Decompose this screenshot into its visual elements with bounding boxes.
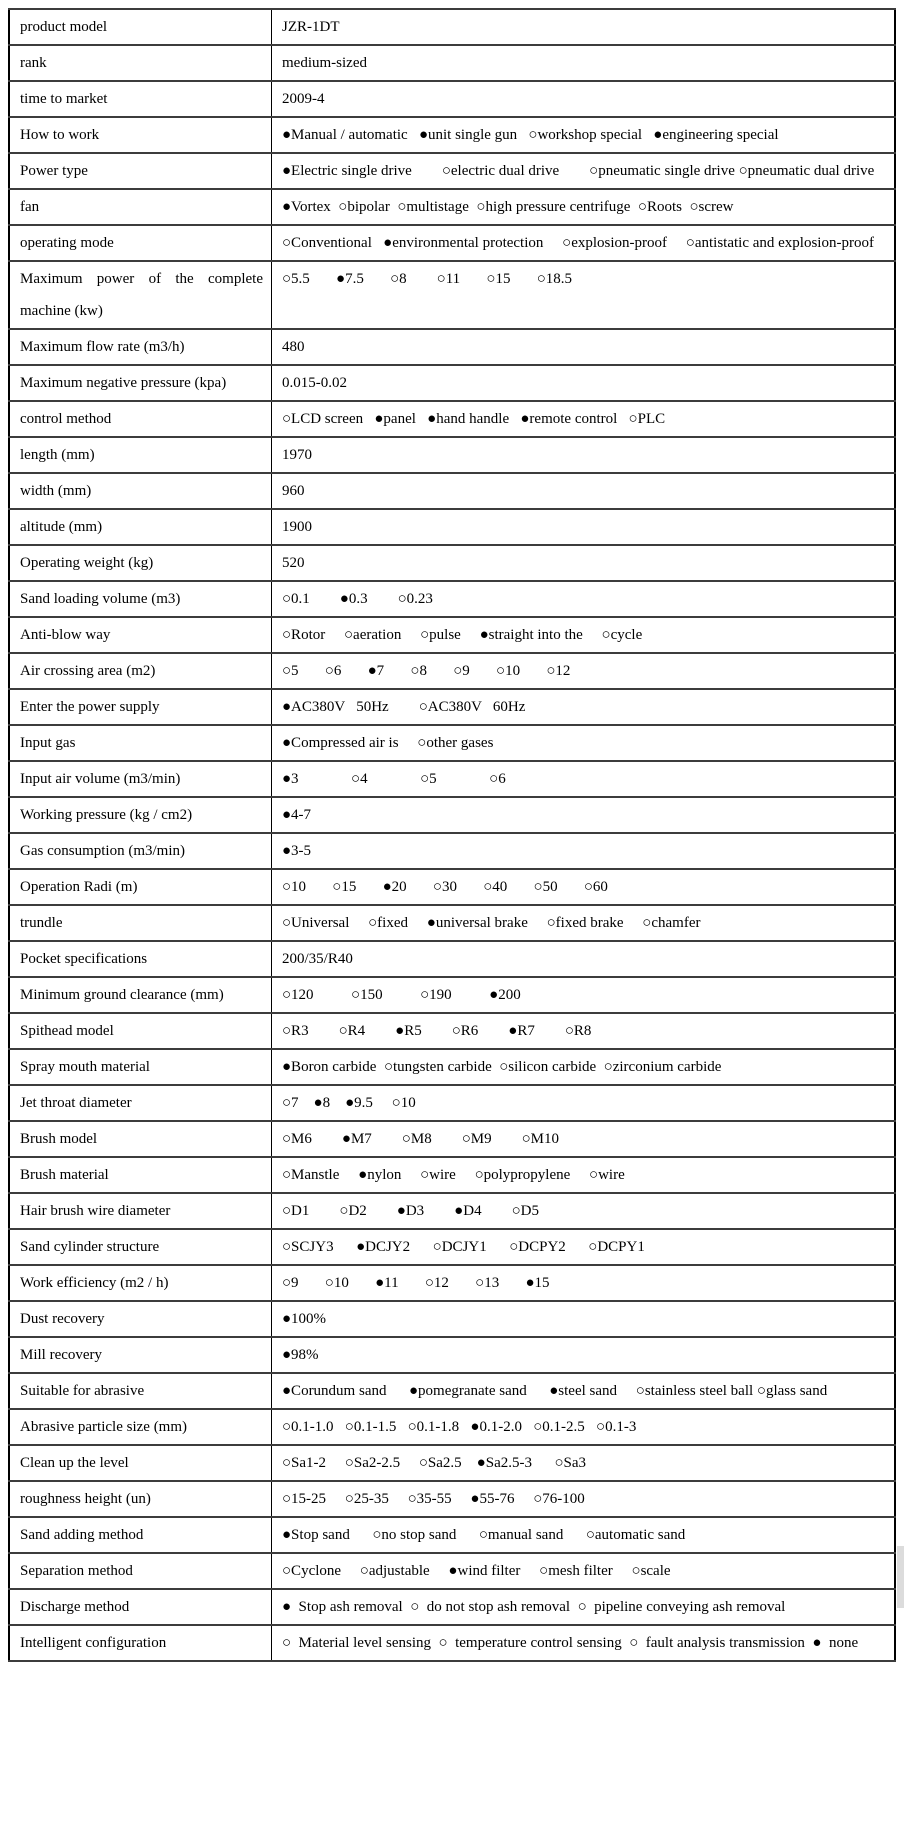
spec-label: time to market	[9, 81, 272, 117]
table-row	[9, 941, 895, 977]
table-row	[9, 725, 895, 761]
table-row	[9, 869, 895, 905]
spec-value: ○15-25 ○25-35 ○35-55 ●55-76 ○76-100	[272, 1481, 896, 1517]
table-row	[9, 1553, 895, 1589]
table-row	[9, 509, 895, 545]
spec-value: ●Compressed air is ○other gases	[272, 725, 896, 761]
spec-label: Enter the power supply	[9, 689, 272, 725]
spec-value: ○9 ○10 ●11 ○12 ○13 ●15	[272, 1265, 896, 1301]
spec-table-body	[9, 9, 895, 1661]
spec-label: Anti-blow way	[9, 617, 272, 653]
table-row	[9, 1445, 895, 1481]
spec-value: ○120 ○150 ○190 ●200	[272, 977, 896, 1013]
spec-value: ○M6 ●M7 ○M8 ○M9 ○M10	[272, 1121, 896, 1157]
spec-label: Power type	[9, 153, 272, 189]
spec-value: ●Boron carbide ○tungsten carbide ○silicon carbide ○zirconium carbide	[272, 1049, 896, 1085]
spec-value: ○5 ○6 ●7 ○8 ○9 ○10 ○12	[272, 653, 896, 689]
table-row	[9, 1301, 895, 1337]
table-row	[9, 1481, 895, 1517]
spec-label: Spithead model	[9, 1013, 272, 1049]
spec-value: ○Cyclone ○adjustable ●wind filter ○mesh filter ○scale	[272, 1553, 896, 1589]
table-row	[9, 45, 895, 81]
spec-value: ○5.5 ●7.5 ○8 ○11 ○15 ○18.5	[272, 261, 896, 329]
table-row	[9, 545, 895, 581]
spec-label: width (mm)	[9, 473, 272, 509]
table-row	[9, 1625, 895, 1661]
table-row	[9, 833, 895, 869]
table-row	[9, 905, 895, 941]
spec-value: ○R3 ○R4 ●R5 ○R6 ●R7 ○R8	[272, 1013, 896, 1049]
spec-value: 1970	[272, 437, 896, 473]
spec-label: Maximum flow rate (m3/h)	[9, 329, 272, 365]
table-row	[9, 797, 895, 833]
table-row	[9, 365, 895, 401]
table-row	[9, 117, 895, 153]
table-row	[9, 1229, 895, 1265]
spec-value: ●Manual / automatic ●unit single gun ○workshop special ●engineering special	[272, 117, 896, 153]
spec-label: Operation Radi (m)	[9, 869, 272, 905]
scrollbar-thumb[interactable]	[897, 1546, 904, 1608]
spec-label: Work efficiency (m2 / h)	[9, 1265, 272, 1301]
spec-value: ●98%	[272, 1337, 896, 1373]
spec-label: Maximum negative pressure (kpa)	[9, 365, 272, 401]
spec-value: medium-sized	[272, 45, 896, 81]
spec-value: ○0.1-1.0 ○0.1-1.5 ○0.1-1.8 ●0.1-2.0 ○0.1-2.5 ○0.1-3	[272, 1409, 896, 1445]
spec-label: product model	[9, 9, 272, 45]
spec-value: 960	[272, 473, 896, 509]
table-row	[9, 1337, 895, 1373]
spec-value: ○Sa1-2 ○Sa2-2.5 ○Sa2.5 ●Sa2.5-3 ○Sa3	[272, 1445, 896, 1481]
spec-value: ●4-7	[272, 797, 896, 833]
spec-label: roughness height (un)	[9, 1481, 272, 1517]
spec-label: Separation method	[9, 1553, 272, 1589]
spec-value: ○0.1 ●0.3 ○0.23	[272, 581, 896, 617]
spec-label: Dust recovery	[9, 1301, 272, 1337]
spec-label: Gas consumption (m3/min)	[9, 833, 272, 869]
spec-value: ○Conventional ●environmental protection ○explosion-proof ○antistatic and explosion-proof	[272, 225, 896, 261]
spec-value: 200/35/R40	[272, 941, 896, 977]
table-row	[9, 225, 895, 261]
spec-value: JZR-1DT	[272, 9, 896, 45]
table-row	[9, 653, 895, 689]
spec-label: Operating weight (kg)	[9, 545, 272, 581]
spec-label: Maximum power of the complete machine (kw)	[9, 261, 272, 329]
product-spec-table	[8, 8, 896, 1662]
spec-label: Brush model	[9, 1121, 272, 1157]
spec-value: ○D1 ○D2 ●D3 ●D4 ○D5	[272, 1193, 896, 1229]
table-row	[9, 1589, 895, 1625]
spec-value: 520	[272, 545, 896, 581]
spec-label: control method	[9, 401, 272, 437]
spec-label: Minimum ground clearance (mm)	[9, 977, 272, 1013]
table-row	[9, 1409, 895, 1445]
spec-label: rank	[9, 45, 272, 81]
spec-label: Sand adding method	[9, 1517, 272, 1553]
spec-label: altitude (mm)	[9, 509, 272, 545]
table-row	[9, 1157, 895, 1193]
spec-label: How to work	[9, 117, 272, 153]
table-row	[9, 1049, 895, 1085]
table-row	[9, 401, 895, 437]
spec-label: Mill recovery	[9, 1337, 272, 1373]
spec-label: Brush material	[9, 1157, 272, 1193]
spec-value: ○Universal ○fixed ●universal brake ○fixed brake ○chamfer	[272, 905, 896, 941]
table-row	[9, 189, 895, 225]
spec-label: Sand loading volume (m3)	[9, 581, 272, 617]
spec-label: trundle	[9, 905, 272, 941]
spec-label: Input air volume (m3/min)	[9, 761, 272, 797]
spec-value: ●AC380V 50Hz ○AC380V 60Hz	[272, 689, 896, 725]
table-row	[9, 1085, 895, 1121]
spec-value: ●100%	[272, 1301, 896, 1337]
spec-value: ●Electric single drive ○electric dual drive ○pneumatic single drive ○pneumatic dual drive	[272, 153, 896, 189]
spec-value: ●Stop sand ○no stop sand ○manual sand ○automatic sand	[272, 1517, 896, 1553]
spec-value: 480	[272, 329, 896, 365]
spec-value: 2009-4	[272, 81, 896, 117]
table-row	[9, 617, 895, 653]
table-row	[9, 329, 895, 365]
spec-value: ○ Material level sensing ○ temperature control sensing ○ fault analysis transmission ● none	[272, 1625, 896, 1661]
spec-value: ●3-5	[272, 833, 896, 869]
spec-label: fan	[9, 189, 272, 225]
spec-label: Abrasive particle size (mm)	[9, 1409, 272, 1445]
table-row	[9, 9, 895, 45]
table-row	[9, 1193, 895, 1229]
table-row	[9, 689, 895, 725]
table-row	[9, 153, 895, 189]
spec-value: ○LCD screen ●panel ●hand handle ●remote control ○PLC	[272, 401, 896, 437]
spec-value: ● Stop ash removal ○ do not stop ash removal ○ pipeline conveying ash removal	[272, 1589, 896, 1625]
spec-value: 1900	[272, 509, 896, 545]
table-row	[9, 1013, 895, 1049]
spec-value: ○Manstle ●nylon ○wire ○polypropylene ○wire	[272, 1157, 896, 1193]
spec-label: Clean up the level	[9, 1445, 272, 1481]
spec-label: Intelligent configuration	[9, 1625, 272, 1661]
table-row	[9, 581, 895, 617]
spec-label: Air crossing area (m2)	[9, 653, 272, 689]
spec-value: ●Corundum sand ●pomegranate sand ●steel sand ○stainless steel ball ○glass sand	[272, 1373, 896, 1409]
table-row	[9, 1373, 895, 1409]
table-row	[9, 1265, 895, 1301]
table-row	[9, 437, 895, 473]
spec-label: length (mm)	[9, 437, 272, 473]
spec-label: Sand cylinder structure	[9, 1229, 272, 1265]
table-row	[9, 1121, 895, 1157]
spec-value: ●Vortex ○bipolar ○multistage ○high pressure centrifuge ○Roots ○screw	[272, 189, 896, 225]
spec-value: 0.015-0.02	[272, 365, 896, 401]
spec-value: ○Rotor ○aeration ○pulse ●straight into the ○cycle	[272, 617, 896, 653]
table-row	[9, 761, 895, 797]
spec-label: Input gas	[9, 725, 272, 761]
spec-label: Jet throat diameter	[9, 1085, 272, 1121]
table-row	[9, 473, 895, 509]
spec-label: Hair brush wire diameter	[9, 1193, 272, 1229]
spec-value: ○10 ○15 ●20 ○30 ○40 ○50 ○60	[272, 869, 896, 905]
spec-value: ○7 ●8 ●9.5 ○10	[272, 1085, 896, 1121]
spec-label: Suitable for abrasive	[9, 1373, 272, 1409]
spec-label: Pocket specifications	[9, 941, 272, 977]
spec-label: operating mode	[9, 225, 272, 261]
table-row	[9, 261, 895, 329]
spec-label: Discharge method	[9, 1589, 272, 1625]
spec-value: ○SCJY3 ●DCJY2 ○DCJY1 ○DCPY2 ○DCPY1	[272, 1229, 896, 1265]
table-row	[9, 81, 895, 117]
spec-value: ●3 ○4 ○5 ○6	[272, 761, 896, 797]
spec-label: Spray mouth material	[9, 1049, 272, 1085]
table-row	[9, 1517, 895, 1553]
spec-label: Working pressure (kg / cm2)	[9, 797, 272, 833]
table-row	[9, 977, 895, 1013]
